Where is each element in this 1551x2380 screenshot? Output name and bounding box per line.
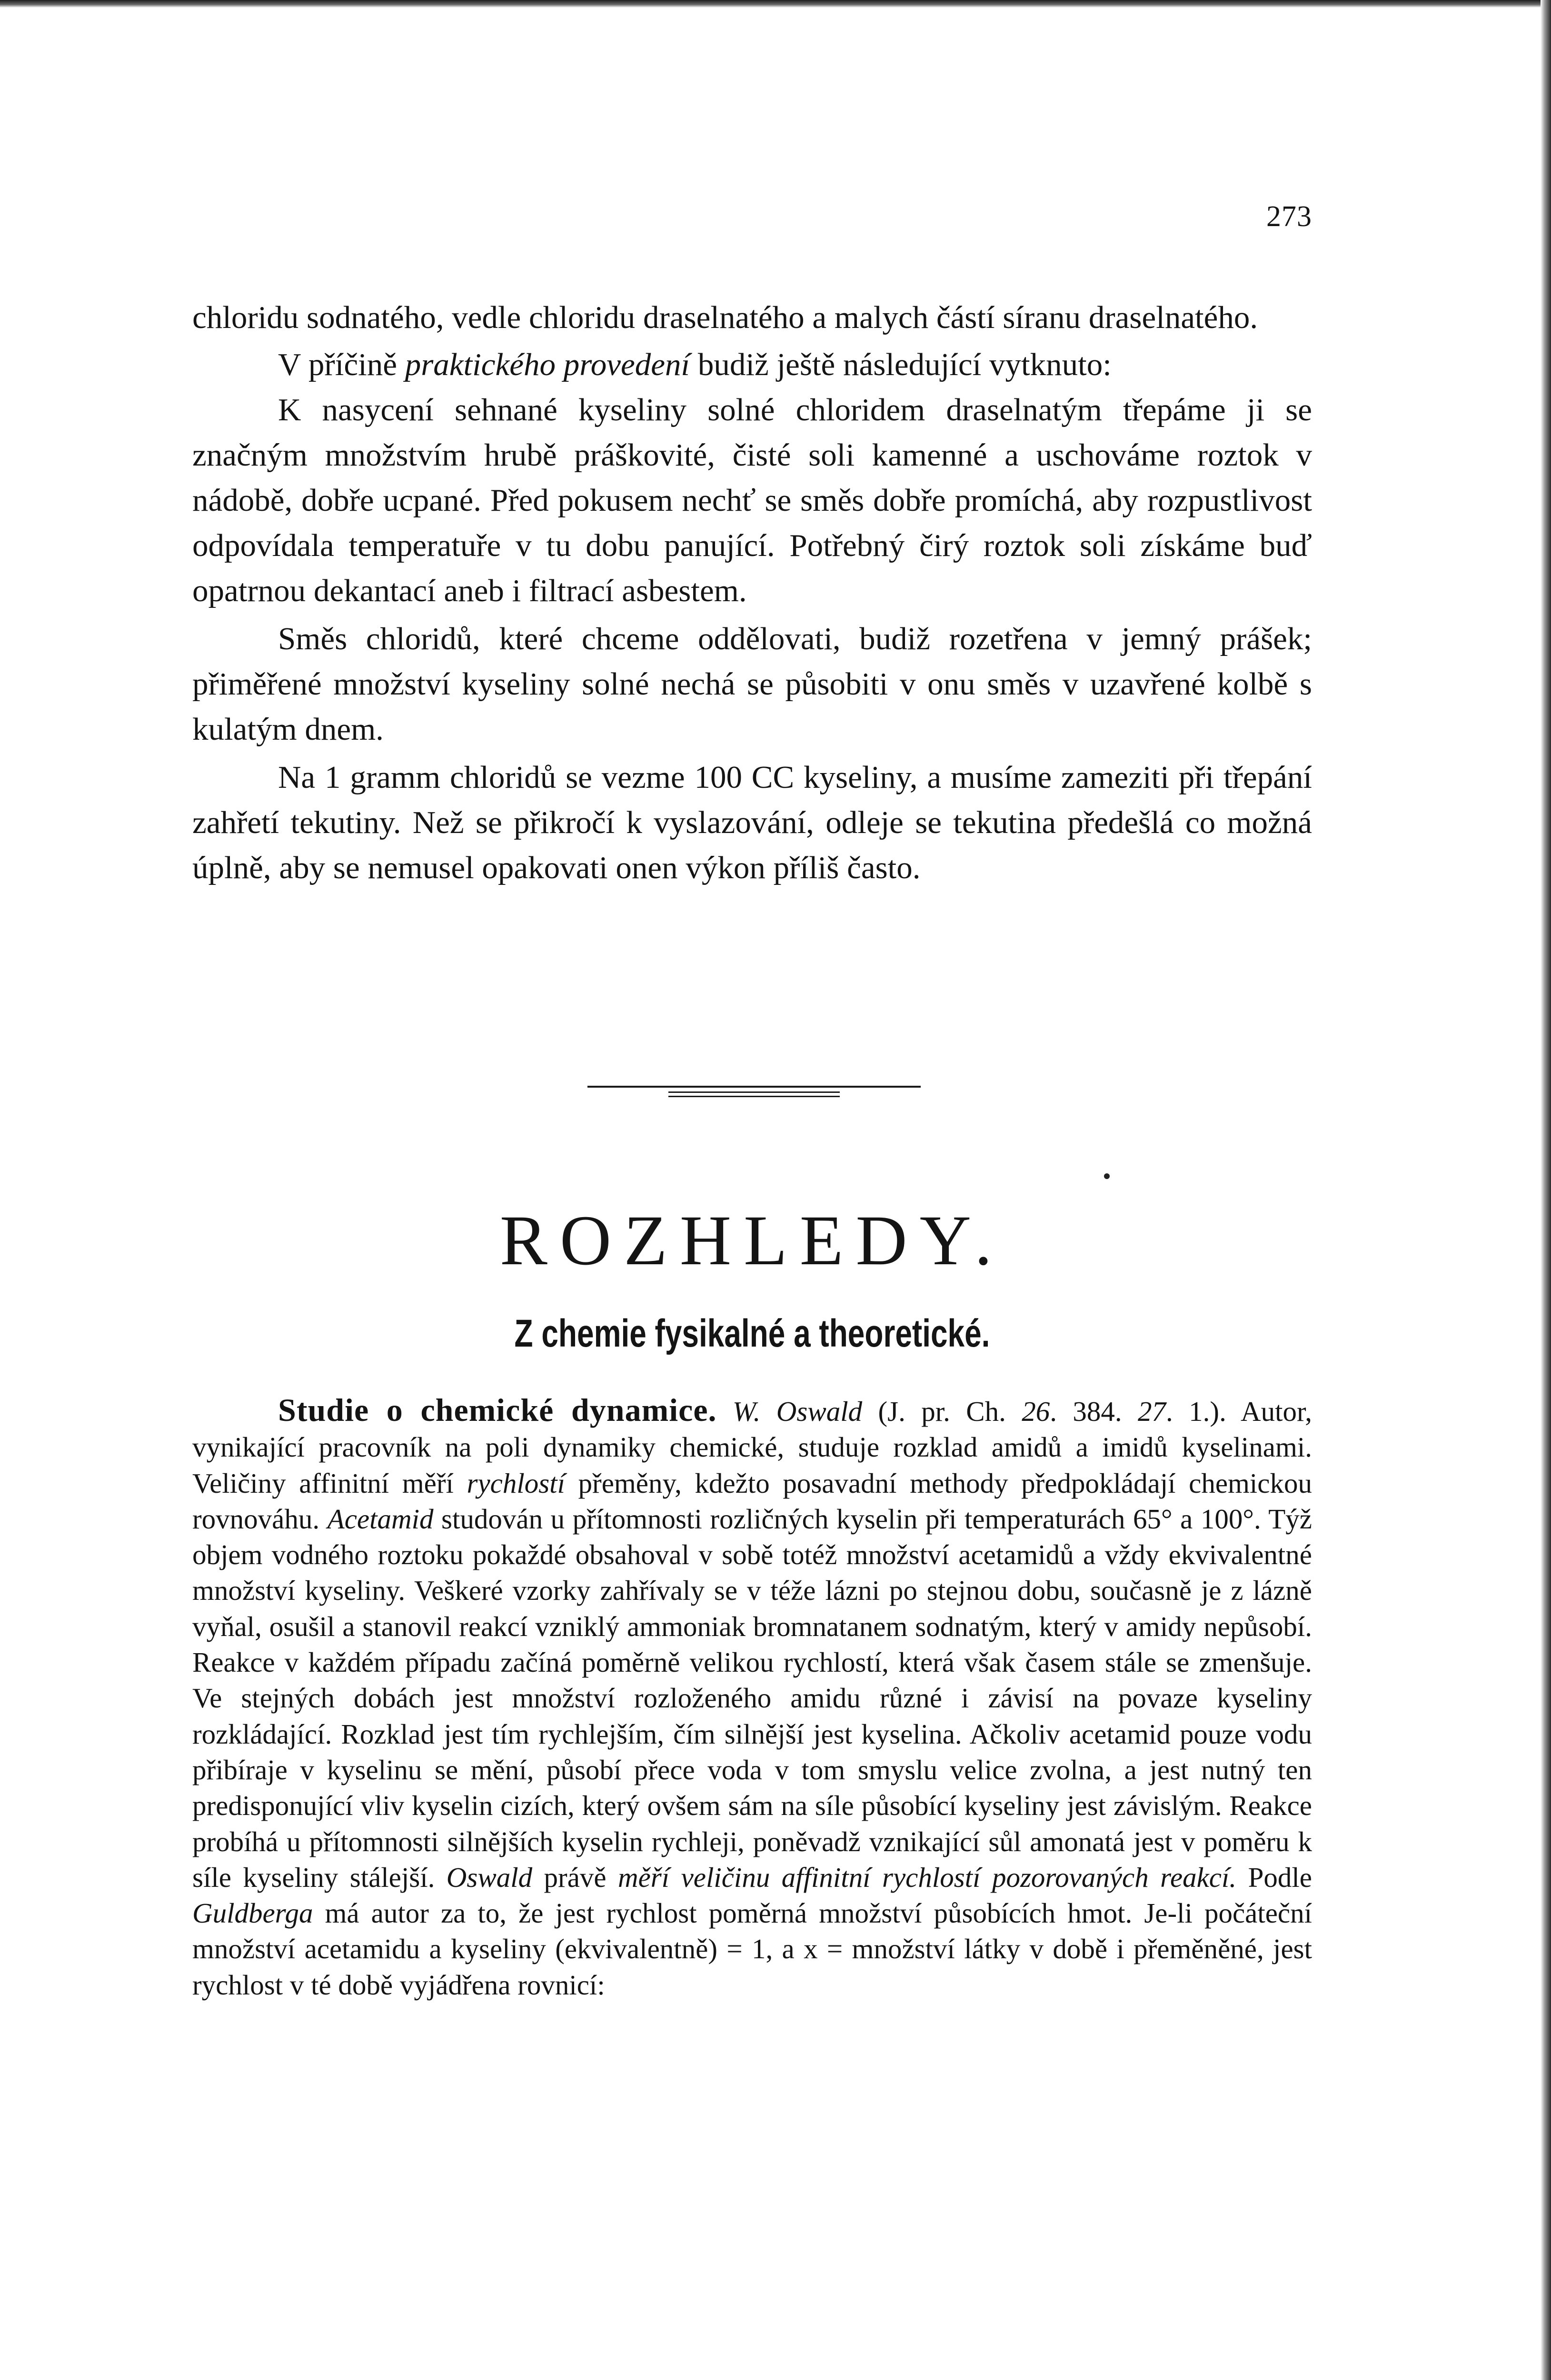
scan-edge-top bbox=[0, 0, 1551, 8]
article-ref-volume-1: 26 bbox=[1022, 1396, 1050, 1427]
paragraph-saturation: K nasycení sehnané kyseliny solné chloridem draselnatým třepáme ji se značným množstvím hrubě práškovité, čisté soli kamenné a uschováme roztok v nádobě, dobře ucpané. Před pokusem nechť se směs dobře promíchá, aby rozpustlivost odpovídala temperatuře v tu dobu panující. Potřebný čirý roztok soli získáme buď opatrnou dekantací aneb i filtrací asbestem. bbox=[192, 392, 1312, 608]
paragraph-procedure: Na 1 gramm chloridů se vezme 100 CC kyseliny, a musíme zameziti při třepání zahřetí tekutiny. Než se přikročí k vyslazování, odleje se tekutina předešlá co možná úplně, aby se nemusel opakovati onen výkon příliš často. bbox=[192, 760, 1312, 885]
page-number: 273 bbox=[1266, 200, 1312, 233]
article-text: právě bbox=[532, 1861, 618, 1893]
article-ref-volume-2: 27 bbox=[1138, 1396, 1166, 1427]
section-subtitle: Z chemie fysikalné a theoretické. bbox=[514, 1312, 990, 1355]
article-ref-open: (J. pr. Ch. bbox=[862, 1396, 1022, 1427]
article-author: W. Oswald bbox=[732, 1396, 863, 1427]
article-emphasis: Acetamid bbox=[327, 1503, 434, 1535]
article-heading: Studie o chemické dynamice. bbox=[278, 1392, 717, 1428]
article-emphasis: Guldberga bbox=[192, 1897, 313, 1929]
divider-line bbox=[587, 1086, 921, 1088]
paragraph-mixture: Směs chloridů, které chceme oddělovati, budiž rozetřena v jemný prášek; přiměřené množství kyseliny solné nechá se působiti v onu směs v uzavřené kolbě s kulatým dnem. bbox=[192, 621, 1312, 747]
article-text: má autor za to, že jest rychlost poměrná množství působících hmot. Je-li počáteční množství acetamidu a kyseliny (ekvivalentně) = 1, a x = množství látky v době i přeměněné, jest rychlost v té době vyjádřena rovnicí: bbox=[192, 1897, 1312, 2001]
article-oswald bbox=[192, 1392, 1312, 2003]
article-ref-mid: . 384. bbox=[1050, 1396, 1138, 1427]
section-title: ROZHLEDY. bbox=[499, 1201, 1005, 1280]
practical-intro-italic: praktického provedení bbox=[405, 347, 690, 382]
article-ref-close: . 1.). bbox=[1166, 1396, 1226, 1427]
article-text: Podle bbox=[1236, 1861, 1312, 1893]
divider-line bbox=[668, 1096, 840, 1097]
paragraph-practical-intro bbox=[192, 342, 1312, 387]
section-divider bbox=[587, 1083, 921, 1102]
practical-intro-tail: budiž ještě následující vytknuto: bbox=[690, 347, 1112, 382]
divider-line bbox=[668, 1091, 840, 1093]
article-body bbox=[192, 1392, 1312, 2003]
article-emphasis: měří veličinu affinitní rychlostí pozorovaných reakcí. bbox=[618, 1861, 1237, 1893]
article-emphasis: Oswald bbox=[446, 1861, 533, 1893]
article-text: přeměny, kdežto posavadní methody předpokládají chemickou rovnováhu. bbox=[192, 1467, 1312, 1535]
continued-text bbox=[192, 295, 1312, 891]
article-emphasis: rychlostí bbox=[467, 1467, 565, 1499]
article-text: studován u přítomnosti rozličných kyselin při temperaturách 65° a 100°. Týž objem vodného roztoku pokaždé obsahoval v sobě totéž množství acetamidů a vždy ekvivalentné množství kyseliny. Veškeré vzorky zahřívaly se v téže lázni po stejnou dobu, současně je z lázně vyňal, osušil a stanovil reakcí vzniklý ammoniak bromnatanem sodnatým, který v amidy nepůsobí. Reakce v každém případu začíná poměrně velikou rychlostí, která však časem stále se zmenšuje. Ve stejných dobách jest množství rozloženého amidu různé i závisí na povaze kyseliny rozkládající. Rozklad jest tím rychlejším, čím silnější jest kyselina. Ačkoliv acetamid pouze vodu přibíraje v kyselinu se mění, působí přece voda v tom smyslu velice zvolna, a jest nutný ten predisponující vliv kyselin cizích, který ovšem sám na síle působící kyseliny jest závislým. Reakce probíhá u přítomnosti silnějších kyselin rychleji, poněvadž vznikající sůl amonatá jest v poměru k síle kyseliny stálejší. bbox=[192, 1503, 1312, 1893]
scan-edge-right bbox=[1541, 0, 1551, 2380]
paragraph-chloride-remnant: chloridu sodnatého, vedle chloridu draselnatého a malych částí síranu draselnatého. bbox=[192, 300, 1258, 335]
print-speck bbox=[1104, 1173, 1110, 1179]
practical-intro-lead: V příčině bbox=[278, 347, 405, 382]
article-text: Autor, vynikající pracovník na poli dynamiky chemické, studuje rozklad amidů a imidů kyselinami. Veličiny affinitní měří bbox=[192, 1396, 1312, 1499]
